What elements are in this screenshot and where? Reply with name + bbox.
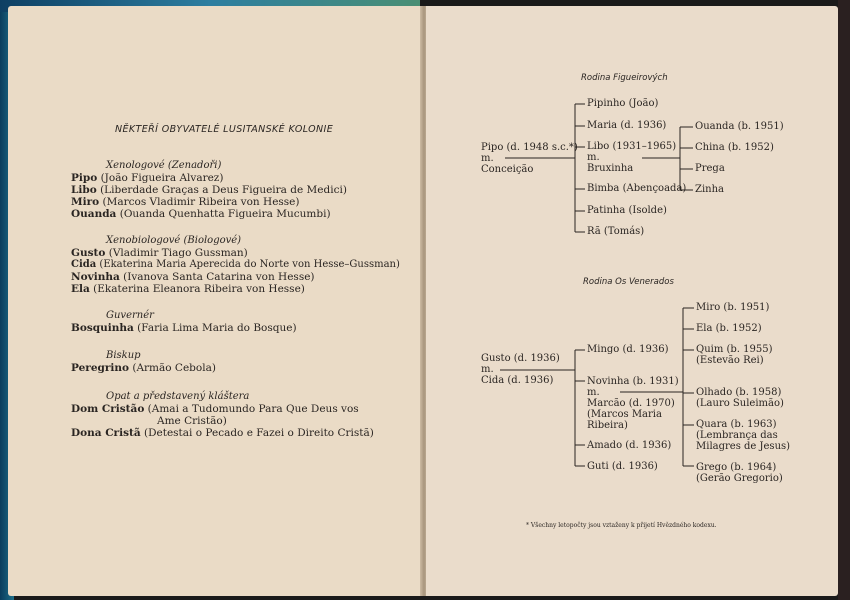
group-heading: Xenologové (Zenadoři) <box>106 160 222 171</box>
person-name: Dom Cristão <box>71 403 145 415</box>
person-full-name: (Ouanda Quenhatta Figueira Mucumbi) <box>119 208 331 220</box>
person-full-name: (Marcos Vladimir Ribeira von Hesse) <box>102 196 300 208</box>
person-full-name: (Ekaterina Maria Aperecida do Norte von Hesse–Gussman) <box>99 259 400 270</box>
person-full-name: (Amai a Tudomundo Para Que Deus vos <box>147 403 359 415</box>
grandchild-name: Olhado (b. 1958) <box>696 387 782 398</box>
grandchild-name: Miro (b. 1951) <box>696 302 770 313</box>
child-name: Bimba (Abençoada) <box>587 183 687 194</box>
grandchild-full-name: (Gerão Gregorio) <box>696 473 783 484</box>
group-heading: Opat a představený kláštera <box>106 391 250 402</box>
grandchild-name: China (b. 1952) <box>695 142 774 153</box>
child-name: Pipinho (João) <box>587 98 659 109</box>
child-name: Maria (d. 1936) <box>587 120 667 131</box>
family-title: Rodina Figueirových <box>581 73 668 83</box>
grandchild-full-name: Milagres de Jesus) <box>696 441 791 452</box>
footnote: * Všechny letopočty jsou vztaženy k přijetí Hvězdného kodexu. <box>526 522 717 529</box>
marriage-label: m. <box>587 152 600 163</box>
child-name: Guti (d. 1936) <box>587 461 658 472</box>
group-heading: Biskup <box>106 350 141 361</box>
person-full-name: (Faria Lima Maria do Bosque) <box>137 322 297 334</box>
parent-name: Cida (d. 1936) <box>481 375 554 386</box>
person-name: Gusto <box>71 247 106 259</box>
person-name: Libo <box>71 184 97 196</box>
person-name: Miro <box>71 196 100 208</box>
parent-name: Pipo (d. 1948 s.c.*) <box>481 142 578 153</box>
group-heading: Xenobiologové (Biologové) <box>106 235 242 246</box>
marriage-label: m. <box>481 153 494 164</box>
child-name: Novinha (b. 1931) <box>587 376 679 387</box>
grandchild-name: Prega <box>695 163 725 174</box>
child-name: Libo (1931–1965) <box>587 141 677 152</box>
person-name: Pipo <box>71 172 98 184</box>
grandchild-name: Quim (b. 1955) <box>696 344 773 355</box>
person-full-name: (Ekaterina Eleanora Ribeira von Hesse) <box>93 283 305 295</box>
grandchild-name: Zinha <box>695 184 724 195</box>
grandchild-full-name: (Lembrança das <box>696 430 778 441</box>
grandchild-full-name: (Estevão Rei) <box>696 355 764 366</box>
parent-name: Gusto (d. 1936) <box>481 353 560 364</box>
person-full-name: (Ivanova Santa Catarina von Hesse) <box>123 271 315 283</box>
person-name: Cida <box>71 259 97 270</box>
child-name: Mingo (d. 1936) <box>587 344 669 355</box>
person-name: Ouanda <box>71 208 117 220</box>
person-full-name: (Detestai o Pecado e Fazei o Direito Cristã) <box>144 427 374 439</box>
spouse-full-name: Ribeira) <box>587 420 628 431</box>
person-name: Dona Cristã <box>71 427 141 439</box>
person-full-name: (Armão Cebola) <box>132 362 216 374</box>
spouse-name: Bruxinha <box>587 163 634 174</box>
child-name: Rã (Tomás) <box>587 226 645 237</box>
grandchild-name: Ouanda (b. 1951) <box>695 121 784 132</box>
page-title: NĚKTEŘÍ OBYVATELÉ LUSITANSKÉ KOLONIE <box>115 124 334 135</box>
person-full-name-cont: Ame Cristão) <box>157 415 227 427</box>
person-name: Novinha <box>71 271 120 283</box>
grandchild-name: Quara (b. 1963) <box>696 419 777 430</box>
child-name: Patinha (Isolde) <box>587 205 667 216</box>
person-full-name: (Vladimir Tiago Gussman) <box>108 247 248 259</box>
group-heading: Guvernér <box>106 310 154 321</box>
marriage-label: m. <box>481 364 494 375</box>
person-name: Bosquinha <box>71 322 134 334</box>
spouse-full-name: (Marcos Maria <box>587 409 662 420</box>
grandchild-full-name: (Lauro Suleimão) <box>696 398 784 409</box>
person-full-name: (João Figueira Alvarez) <box>100 172 224 184</box>
grandchild-name: Ela (b. 1952) <box>696 323 762 334</box>
grandchild-name: Grego (b. 1964) <box>696 462 777 473</box>
person-full-name: (Liberdade Graças a Deus Figueira de Medici) <box>100 184 347 196</box>
marriage-label: m. <box>587 387 600 398</box>
person-name: Peregrino <box>71 362 130 374</box>
child-name: Amado (d. 1936) <box>587 440 672 451</box>
spouse-name: Marcão (d. 1970) <box>587 398 675 409</box>
parent-name: Conceição <box>481 164 534 175</box>
person-name: Ela <box>71 283 90 295</box>
family-title: Rodina Os Venerados <box>583 277 674 287</box>
